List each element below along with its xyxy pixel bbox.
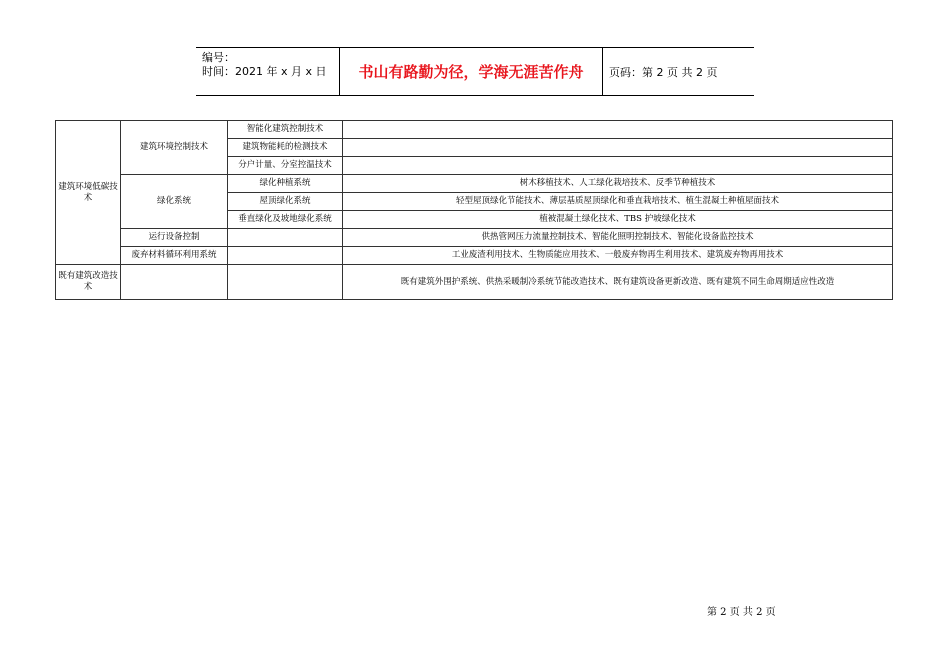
table-row [56,229,893,247]
description-cell [343,121,893,139]
document-time-label: 时间：2021 年 x 月 x 日 [202,65,327,78]
category-cell: 建筑环境低碳技术 [56,121,121,265]
description-cell [343,139,893,157]
table-row [56,121,893,139]
description-cell: 工业废渣利用技术、生物质能应用技术、一般废弃物再生利用技术、建筑废弃物再用技术 [343,247,893,265]
technology-table [55,120,893,300]
item-cell: 分户计量、分室控温技术 [228,157,343,175]
page-footer: 第 2 页 共 2 页 [707,607,776,618]
subcategory-cell [121,265,228,300]
item-cell: 绿化种植系统 [228,175,343,193]
header-divider [602,47,603,96]
table-row [56,265,893,300]
description-cell: 树木移植技术、人工绿化栽培技术、反季节种植技术 [343,175,893,193]
description-cell [343,157,893,175]
header-motto: 书山有路勤为径，学海无涯苦作舟 [358,63,584,81]
item-cell [228,265,343,300]
item-cell: 垂直绿化及坡地绿化系统 [228,211,343,229]
item-cell: 屋顶绿化系统 [228,193,343,211]
subcategory-cell: 废弃材料循环利用系统 [121,247,228,265]
description-cell: 轻型屋顶绿化节能技术、薄层基质屋顶绿化和垂直栽培技术、植生混凝土种植屋面技术 [343,193,893,211]
header-page-number: 页码：第 2 页 共 2 页 [609,65,718,79]
document-number-label: 编号： [202,51,235,64]
item-cell [228,247,343,265]
subcategory-cell: 绿化系统 [121,175,228,229]
subcategory-cell: 运行设备控制 [121,229,228,247]
description-cell: 既有建筑外围护系统、供热采暖制冷系统节能改造技术、既有建筑设备更新改造、既有建筑不同生命周期适应性改造 [343,265,893,300]
category-cell: 既有建筑改造技术 [56,265,121,300]
item-cell: 建筑物能耗的检测技术 [228,139,343,157]
header-meta [202,51,327,79]
description-cell: 植被混凝土绿化技术、TBS 护坡绿化技术 [343,211,893,229]
table-row [56,175,893,193]
item-cell: 智能化建筑控制技术 [228,121,343,139]
item-cell [228,229,343,247]
description-cell: 供热管网压力流量控制技术、智能化照明控制技术、智能化设备监控技术 [343,229,893,247]
table-row [56,247,893,265]
subcategory-cell: 建筑环境控制技术 [121,121,228,175]
page-header [196,47,754,96]
